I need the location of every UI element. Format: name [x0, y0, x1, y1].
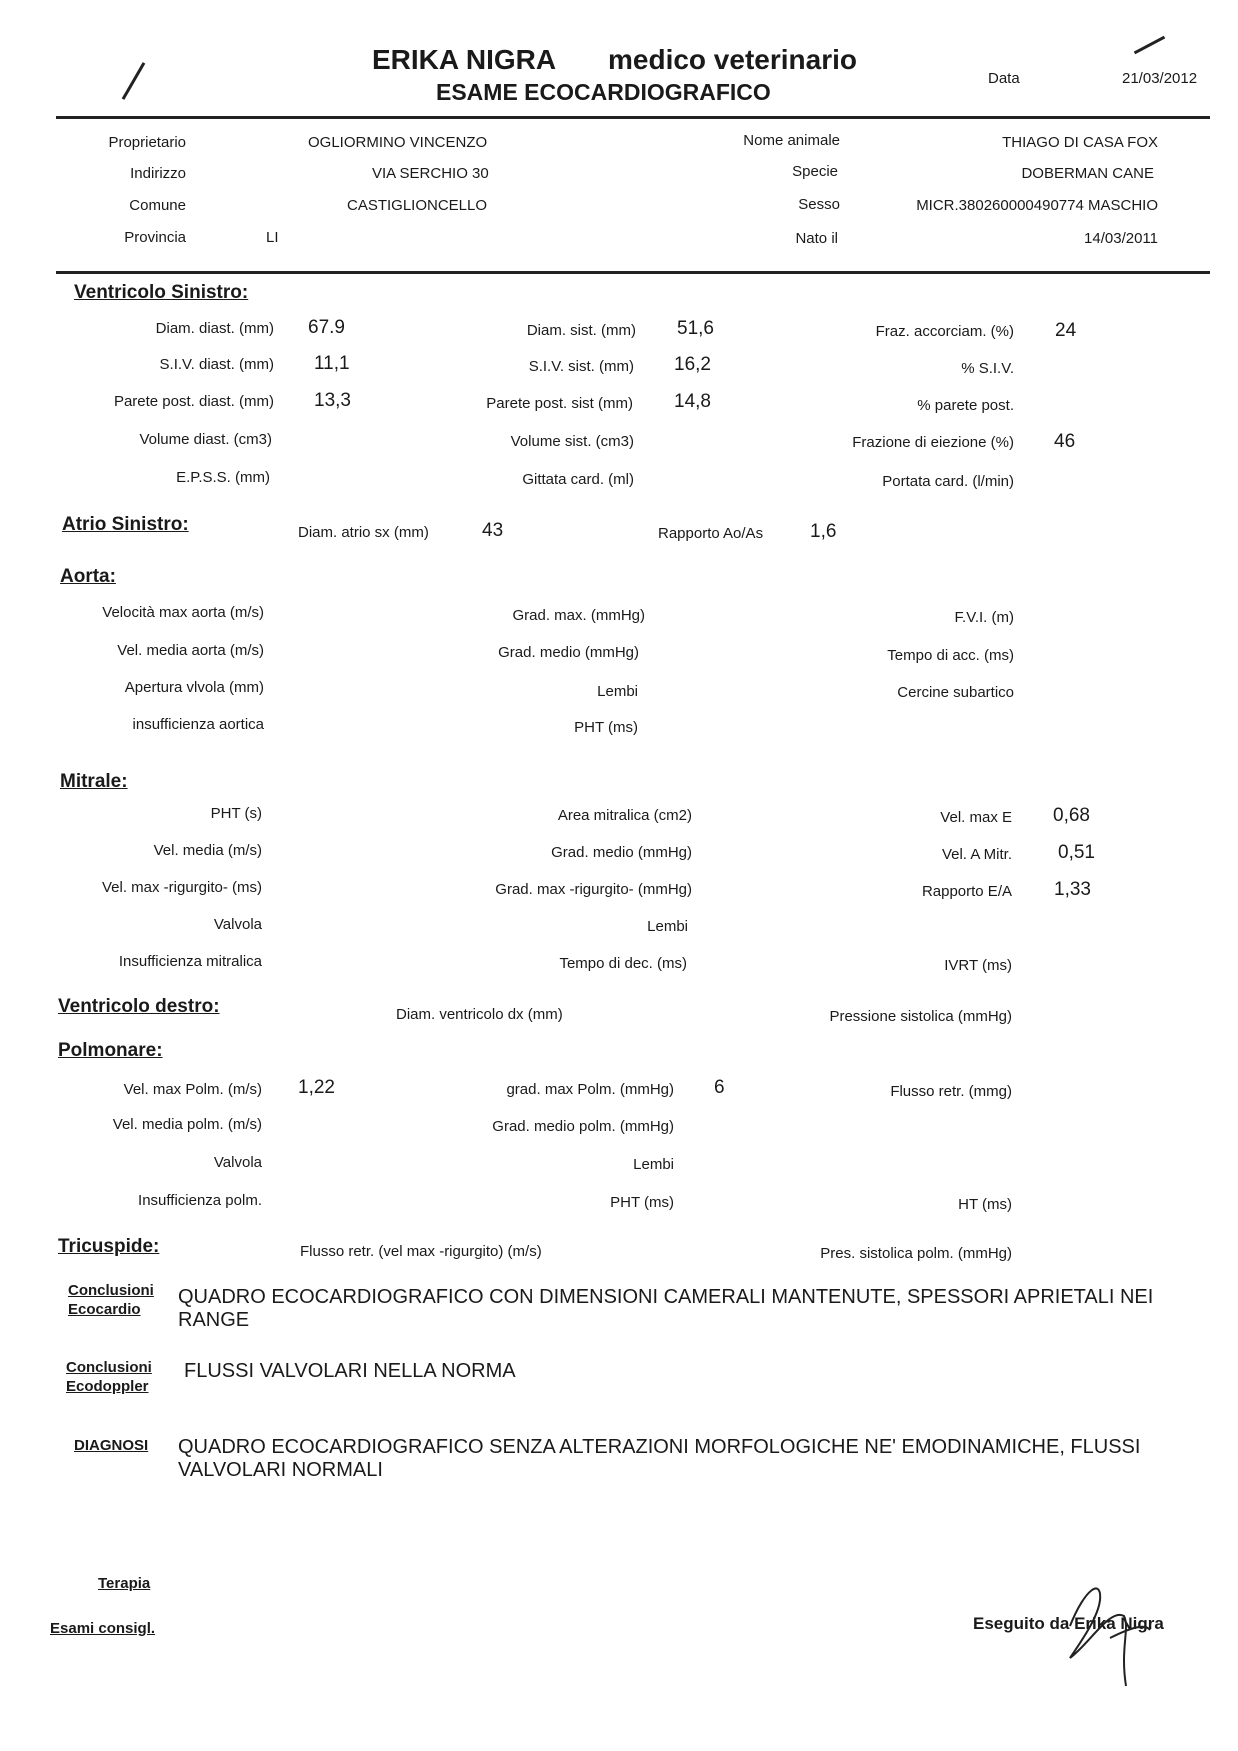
document-title: ESAME ECOCARDIOGRAFICO	[436, 79, 771, 105]
section-left-ventricle: Ventricolo Sinistro:	[74, 282, 249, 303]
pulm-label: PHT (ms)	[610, 1194, 674, 1211]
pen-mark-right	[1134, 36, 1165, 55]
pulm-value: 6	[714, 1077, 725, 1098]
recommended-exams-label: Esami consigl.	[50, 1620, 156, 1637]
echo-conclusions-label	[68, 1281, 154, 1319]
aorta-label: Apertura vlvola (mm)	[124, 679, 264, 696]
echo-conclusions-label-line1: Conclusioni	[68, 1282, 154, 1299]
tric-pressure-label: Pres. sistolica polm. (mmHg)	[820, 1245, 1012, 1262]
la-diameter-label: Diam. atrio sx (mm)	[298, 524, 429, 541]
mitral-label: Vel. A Mitr.	[941, 846, 1012, 863]
lv-value: 14,8	[674, 391, 711, 412]
aorta-label: Velocità max aorta (m/s)	[102, 604, 264, 621]
mitral-label: Rapporto E/A	[921, 883, 1012, 900]
lv-value: 16,2	[674, 354, 711, 375]
lv-label: Fraz. accorciam. (%)	[875, 323, 1014, 340]
aorta-label: Grad. max. (mmHg)	[512, 607, 645, 624]
echo-conclusions-label-line2: Ecocardio	[68, 1301, 141, 1318]
owner-value: OGLIORMINO VINCENZO	[308, 134, 488, 151]
pulm-label: Vel. media polm. (m/s)	[112, 1116, 262, 1133]
mitral-label: Vel. max E	[940, 809, 1012, 826]
lv-label: Volume diast. (cm3)	[139, 431, 272, 448]
doppler-conclusions-label	[66, 1358, 152, 1396]
mitral-value: 0,68	[1053, 805, 1090, 826]
rv-pressure-label: Pressione sistolica (mmHg)	[829, 1008, 1012, 1025]
sex-label: Sesso	[798, 196, 840, 213]
lv-value: 11,1	[314, 353, 350, 374]
echo-conclusions-text: QUADRO ECOCARDIOGRAFICO CON DIMENSIONI CAMERALI MANTENUTE, SPESSORI APRIETALI NEI RANGE	[178, 1286, 1154, 1331]
mitral-label: Lembi	[647, 918, 688, 935]
section-mitral: Mitrale:	[60, 771, 128, 792]
pulm-label: Flusso retr. (mmg)	[890, 1083, 1012, 1100]
aorta-label: F.V.I. (m)	[954, 609, 1014, 626]
diagnosis-text: QUADRO ECOCARDIOGRAFICO SENZA ALTERAZIONI MORFOLOGICHE NE' EMODINAMICHE, FLUSSI VALVOLARI NORMALI	[178, 1436, 1141, 1481]
owner-label: Proprietario	[108, 134, 186, 151]
aorta-label: Cercine subartico	[897, 684, 1014, 701]
mitral-label: Area mitralica (cm2)	[557, 807, 692, 824]
aorta-label: Lembi	[597, 683, 638, 700]
doppler-conclusions-label-line2: Ecodoppler	[66, 1378, 149, 1395]
lv-value: 24	[1055, 320, 1077, 341]
therapy-label: Terapia	[98, 1575, 151, 1592]
lv-label: % parete post.	[917, 397, 1014, 414]
vet-name: ERIKA NIGRA	[372, 44, 557, 75]
lv-value: 13,3	[314, 390, 351, 411]
pulm-label: Lembi	[633, 1156, 674, 1173]
pulm-label: Valvola	[213, 1154, 262, 1171]
mitral-label: IVRT (ms)	[944, 957, 1012, 974]
section-aorta: Aorta:	[60, 566, 116, 587]
aorta-label: PHT (ms)	[574, 719, 638, 736]
rv-diameter-label: Diam. ventricolo dx (mm)	[396, 1006, 563, 1023]
date-label: Data	[988, 70, 1020, 87]
lv-label: E.P.S.S. (mm)	[176, 469, 270, 486]
aorta-label: Grad. medio (mmHg)	[498, 644, 639, 661]
born-label: Nato il	[795, 230, 838, 247]
ao-la-ratio-value: 1,6	[810, 521, 837, 542]
mitral-label: PHT (s)	[210, 805, 262, 822]
la-diameter-value: 43	[482, 520, 504, 541]
pulm-label: Insufficienza polm.	[138, 1192, 262, 1209]
lv-label: Parete post. sist (mm)	[486, 395, 633, 412]
address-label: Indirizzo	[130, 165, 186, 182]
mitral-value: 0,51	[1058, 842, 1095, 863]
address-value: VIA SERCHIO 30	[372, 165, 489, 182]
mitral-label: Vel. max -rigurgito- (ms)	[101, 879, 262, 896]
pulm-label: Vel. max Polm. (m/s)	[123, 1081, 262, 1098]
aorta-label: insufficienza aortica	[132, 716, 264, 733]
lv-label: S.I.V. sist. (mm)	[528, 358, 634, 375]
vet-profession: medico veterinario	[608, 44, 857, 75]
species-value: DOBERMAN CANE	[1021, 165, 1154, 182]
lv-label: Diam. diast. (mm)	[155, 320, 274, 337]
lv-label: Gittata card. (ml)	[522, 471, 634, 488]
aorta-label: Tempo di acc. (ms)	[887, 647, 1014, 664]
province-value: LI	[266, 229, 279, 246]
mitral-label: Grad. medio (mmHg)	[551, 844, 692, 861]
lv-label: Volume sist. (cm3)	[510, 433, 634, 450]
mitral-value: 1,33	[1054, 879, 1091, 900]
aorta-label: Vel. media aorta (m/s)	[117, 642, 264, 659]
mitral-label: Valvola	[213, 916, 262, 933]
tric-flow-label: Flusso retr. (vel max -rigurgito) (m/s)	[300, 1243, 542, 1260]
signature	[1040, 1568, 1170, 1688]
doppler-conclusions-text: FLUSSI VALVOLARI NELLA NORMA	[184, 1360, 516, 1382]
patient-divider	[56, 271, 1210, 274]
lv-label: Portata card. (l/min)	[882, 473, 1014, 490]
lv-label: S.I.V. diast. (mm)	[159, 356, 274, 373]
mitral-label: Insufficienza mitralica	[118, 953, 262, 970]
pen-mark-left	[122, 62, 146, 100]
pulm-label: HT (ms)	[958, 1196, 1012, 1213]
lv-label: Diam. sist. (mm)	[526, 322, 636, 339]
doppler-conclusions-label-line1: Conclusioni	[66, 1359, 152, 1376]
mitral-label: Grad. max -rigurgito- (mmHg)	[495, 881, 692, 898]
lv-label: Frazione di eiezione (%)	[852, 434, 1014, 451]
diagnosis-label: DIAGNOSI	[74, 1437, 149, 1454]
species-label: Specie	[792, 163, 838, 180]
sex-value: MICR.380260000490774 MASCHIO	[916, 197, 1158, 214]
born-value: 14/03/2011	[1084, 230, 1158, 247]
date-value: 21/03/2012	[1122, 70, 1198, 87]
lv-label: Parete post. diast. (mm)	[113, 393, 274, 410]
pulm-value: 1,22	[298, 1077, 335, 1098]
animal-name-label: Nome animale	[743, 132, 840, 149]
town-label: Comune	[129, 197, 186, 214]
pulm-label: grad. max Polm. (mmHg)	[506, 1081, 674, 1098]
section-right-ventricle: Ventricolo destro:	[58, 996, 220, 1017]
town-value: CASTIGLIONCELLO	[347, 197, 488, 214]
lv-value: 46	[1054, 431, 1076, 452]
section-left-atrium: Atrio Sinistro:	[62, 514, 189, 535]
mitral-label: Vel. media (m/s)	[153, 842, 262, 859]
section-pulmonary: Polmonare:	[58, 1040, 163, 1061]
animal-name-value: THIAGO DI CASA FOX	[1002, 134, 1158, 151]
lv-value: 51,6	[677, 318, 714, 339]
lv-label: % S.I.V.	[961, 360, 1014, 377]
mitral-label: Tempo di dec. (ms)	[559, 955, 687, 972]
lv-value: 67.9	[308, 317, 345, 338]
performed-by: Eseguito da Erika Nigra	[973, 1614, 1164, 1633]
ao-la-ratio-label: Rapporto Ao/As	[658, 525, 764, 542]
province-label: Provincia	[124, 229, 186, 246]
header-divider	[56, 116, 1210, 119]
section-tricuspid: Tricuspide:	[58, 1236, 160, 1257]
pulm-label: Grad. medio polm. (mmHg)	[492, 1118, 674, 1135]
